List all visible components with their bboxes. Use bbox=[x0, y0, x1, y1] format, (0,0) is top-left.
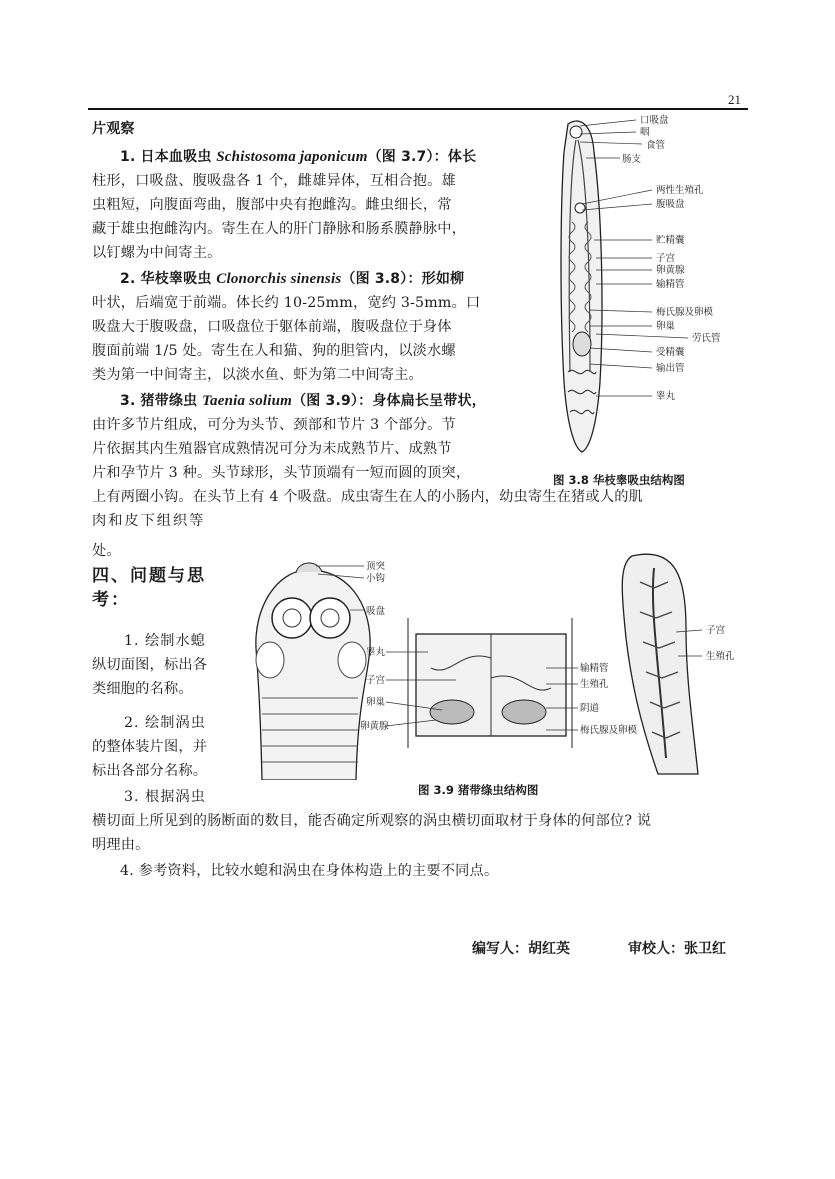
figure-3-8-caption: 图 3.8 华枝睾吸虫结构图 bbox=[553, 473, 685, 487]
item1-title: 1. 日本血吸虫 bbox=[120, 149, 212, 165]
question3-line1: 3. 根据涡虫 bbox=[124, 789, 206, 805]
label-seg-mehlis: 梅氏腺及卵模 bbox=[580, 725, 638, 736]
label-rostellum: 顶突 bbox=[366, 561, 386, 572]
label-seminal-receptacle: 受精囊 bbox=[656, 347, 685, 358]
item3-line5: 上有两圈小钩。在头节上有 4 个吸盘。成虫寄生在人的小肠内，幼虫寄生在猪或人的肌 bbox=[92, 489, 643, 505]
label-seg-testis: 睾丸 bbox=[366, 647, 386, 658]
label-seg-vas-deferens: 输精管 bbox=[580, 663, 609, 674]
item1-ref: （图 3.7）：体长 bbox=[367, 149, 477, 165]
label-gravid-pore: 生殖孔 bbox=[706, 651, 735, 662]
clonorchis-drawing bbox=[540, 112, 745, 457]
label-gravid-uterus: 子宫 bbox=[706, 625, 726, 636]
question2-line3: 标出各部分名称。 bbox=[92, 763, 208, 779]
label-ovary: 卵巢 bbox=[656, 321, 676, 332]
question3-line2: 横切面上所见到的肠断面的数目，能否确定所观察的涡虫横切面取材于身体的何部位? 说 bbox=[92, 813, 652, 829]
question1-line2: 纵切面图，标出各 bbox=[92, 657, 208, 673]
label-esophagus: 食管 bbox=[646, 140, 666, 151]
label-seg-uterus: 子宫 bbox=[366, 675, 386, 686]
label-efferent-duct: 输出管 bbox=[656, 363, 685, 374]
item1-line4: 藏于雄虫抱雌沟内。寄生在人的肝门静脉和肠系膜静脉中， bbox=[92, 221, 467, 237]
item1-line3: 虫粗短，向腹面弯曲，腹部中央有抱雌沟。雌虫细长，常 bbox=[92, 197, 452, 213]
label-mehlis-gland: 梅氏腺及卵模 bbox=[656, 307, 714, 318]
item3-line1 bbox=[120, 390, 486, 413]
label-vitelline-gland: 卵黄腺 bbox=[656, 265, 685, 276]
label-laurer-canal: 劳氏管 bbox=[692, 333, 721, 344]
item3-ref: （图 3.9）：身体扁长呈带状， bbox=[292, 393, 486, 409]
label-sucker: 吸盘 bbox=[366, 606, 386, 617]
question1-line3: 类细胞的名称。 bbox=[92, 681, 193, 697]
item2-line3: 吸盘大于腹吸盘，口吸盘位于躯体前端，腹吸盘位于身体 bbox=[92, 319, 452, 335]
item3-line6: 肉和皮下组织等 bbox=[92, 513, 206, 529]
label-genital-pore: 两性生殖孔 bbox=[656, 185, 704, 196]
item1-line1 bbox=[120, 146, 476, 169]
item1-latin: Schistosoma japonicum bbox=[216, 149, 368, 165]
label-pharynx: 咽 bbox=[640, 127, 650, 138]
item3-title: 3. 猪带绦虫 bbox=[120, 393, 198, 409]
question1-line1: 1. 绘制水螅 bbox=[124, 633, 206, 649]
figure-3-8 bbox=[540, 112, 745, 457]
question2-line1: 2. 绘制涡虫 bbox=[124, 715, 206, 731]
header-rule bbox=[88, 108, 748, 110]
questions-heading-cont: 考： bbox=[92, 590, 130, 610]
label-seg-vagina: 阴道 bbox=[580, 703, 600, 714]
label-oral-sucker: 口吸盘 bbox=[640, 115, 669, 126]
question2-line2: 的整体装片图，并 bbox=[92, 739, 208, 755]
reviewer-credit: 审校人：张卫红 bbox=[628, 941, 726, 957]
page-number: 21 bbox=[728, 92, 741, 107]
item1-line2: 柱形，口吸盘、腹吸盘各 1 个，雌雄异体，互相合抱。雄 bbox=[92, 173, 456, 189]
item2-line4: 腹面前端 1/5 处。寄生在人和猫、狗的胆管内，以淡水螺 bbox=[92, 343, 456, 359]
item2-latin: Clonorchis sinensis bbox=[216, 271, 342, 287]
questions-heading: 四、问题与思 bbox=[92, 566, 206, 586]
label-intestine: 肠支 bbox=[622, 154, 642, 165]
item3-line7: 处。 bbox=[92, 543, 121, 559]
label-uterus: 子宫 bbox=[656, 253, 676, 264]
label-seminal-vesicle: 贮精囊 bbox=[656, 235, 685, 246]
label-seg-ovary: 卵巢 bbox=[366, 697, 386, 708]
label-seg-genital-pore: 生殖孔 bbox=[580, 679, 609, 690]
question4: 4. 参考资料，比较水螅和涡虫在身体构造上的主要不同点。 bbox=[120, 863, 499, 879]
label-testis: 睾丸 bbox=[656, 391, 676, 402]
section-heading: 片观察 bbox=[92, 121, 135, 137]
item2-title: 2. 华枝睾吸虫 bbox=[120, 271, 212, 287]
label-hooks: 小钩 bbox=[366, 573, 386, 584]
item2-line1 bbox=[120, 268, 464, 291]
item3-line2: 由许多节片组成，可分为头节、颈部和节片 3 个部分。节 bbox=[92, 417, 456, 433]
item2-line2: 叶状，后端宽于前端。体长约 10-25mm，宽约 3-5mm。口 bbox=[92, 295, 481, 311]
item2-line5: 类为第一中间寄主，以淡水鱼、虾为第二中间寄主。 bbox=[92, 367, 423, 383]
item3-latin: Taenia solium bbox=[202, 393, 293, 409]
item3-line3: 片依据其内生殖器官成熟情况可分为未成熟节片、成熟节 bbox=[92, 441, 452, 457]
figure-3-9 bbox=[246, 548, 766, 780]
question3-line3: 明理由。 bbox=[92, 837, 150, 853]
item2-ref: （图 3.8）：形如柳 bbox=[341, 271, 465, 287]
figure-3-9-caption: 图 3.9 猪带绦虫结构图 bbox=[418, 783, 539, 797]
writer-credit: 编写人：胡红英 bbox=[472, 941, 570, 957]
label-ventral-sucker: 腹吸盘 bbox=[656, 199, 685, 210]
label-seg-vitelline: 卵黄腺 bbox=[360, 721, 389, 732]
label-vas-deferens: 输精管 bbox=[656, 279, 685, 290]
item1-line5: 以钉螺为中间寄主。 bbox=[92, 245, 222, 261]
taenia-drawing bbox=[246, 548, 766, 780]
item3-line4: 片和孕节片 3 种。头节球形，头节顶端有一短而圆的顶突， bbox=[92, 465, 471, 481]
